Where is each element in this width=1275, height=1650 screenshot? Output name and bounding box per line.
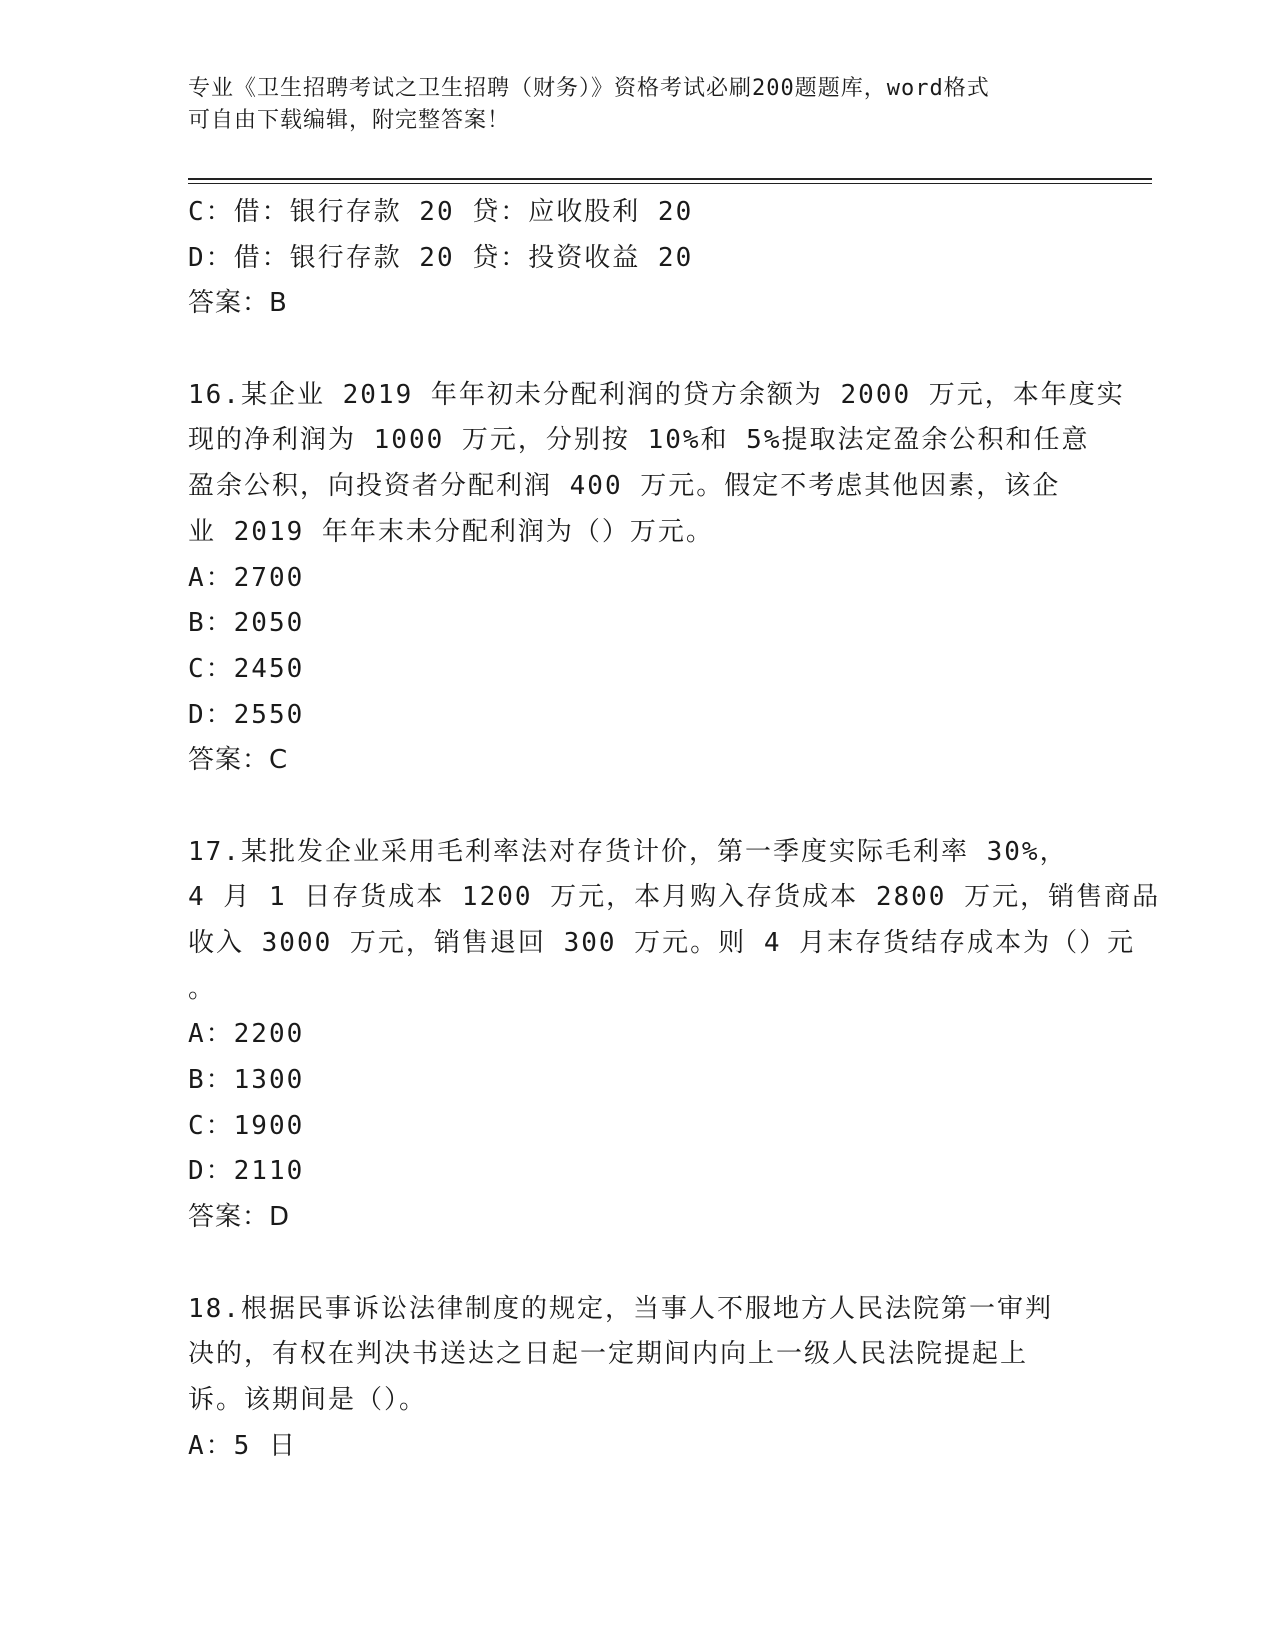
question-stem-line: 17.某批发企业采用毛利率法对存货计价，第一季度实际毛利率 30%，	[188, 836, 1068, 867]
question-stem-line: 16.某企业 2019 年年初未分配利润的贷方余额为 2000 万元，本年度实	[188, 379, 1125, 410]
prev-question-block	[188, 190, 1088, 327]
option-a: A：2700	[188, 562, 305, 593]
question-18	[188, 1287, 1088, 1470]
header-divider-thick	[188, 178, 1152, 180]
answer-line: 答案：B	[188, 288, 288, 319]
question-content	[188, 190, 1161, 1469]
option-d: D：2550	[188, 699, 305, 730]
document-header	[188, 73, 1088, 137]
question-stem-line: 18.根据民事诉讼法律制度的规定，当事人不服地方人民法院第一审判	[188, 1293, 1053, 1324]
option-a: A：2200	[188, 1019, 305, 1050]
question-stem-line: 业 2019 年年末未分配利润为（）万元。	[188, 516, 714, 547]
option-a: A：5 日	[188, 1430, 297, 1461]
question-stem-line: 决的，有权在判决书送达之日起一定期间内向上一级人民法院提起上	[188, 1339, 1029, 1370]
option-b: B：1300	[188, 1065, 305, 1096]
option-c: C：1900	[188, 1110, 305, 1141]
option-d: D：2110	[188, 1156, 305, 1187]
question-stem-line: 收入 3000 万元，销售退回 300 万元。则 4 月末存货结存成本为（）元	[188, 928, 1136, 958]
header-line-2: 可自由下载编辑，附完整答案！	[188, 108, 511, 133]
question-stem-line: 现的净利润为 1000 万元，分别按 10%和 5%提取法定盈余公积和任意	[188, 425, 1090, 456]
spacer	[188, 1241, 1088, 1287]
option-c: C：2450	[188, 653, 305, 684]
header-line-1: 专业《卫生招聘考试之卫生招聘（财务）》资格考试必刷200题题库，word格式	[188, 76, 990, 101]
answer-line: 答案：D	[188, 1202, 291, 1233]
question-stem-line: 盈余公积，向投资者分配利润 400 万元。假定不考虑其他因素，该企	[188, 471, 1061, 502]
option-b: B：2050	[188, 608, 305, 639]
question-16	[188, 373, 1125, 784]
spacer	[188, 327, 1088, 373]
answer-line: 答案：C	[188, 745, 289, 776]
option-c: C：借：银行存款 20 贷：应收股利 20	[188, 197, 694, 227]
header-divider-thin	[188, 183, 1152, 184]
question-17	[188, 830, 1161, 1241]
question-stem-line: 。	[188, 973, 217, 1004]
question-stem-line: 4 月 1 日存货成本 1200 万元，本月购入存货成本 2800 万元，销售商品	[188, 882, 1161, 913]
spacer	[188, 784, 1088, 830]
option-d: D：借：银行存款 20 贷：投资收益 20	[188, 242, 694, 273]
question-stem-line: 诉。该期间是（）。	[188, 1384, 428, 1415]
